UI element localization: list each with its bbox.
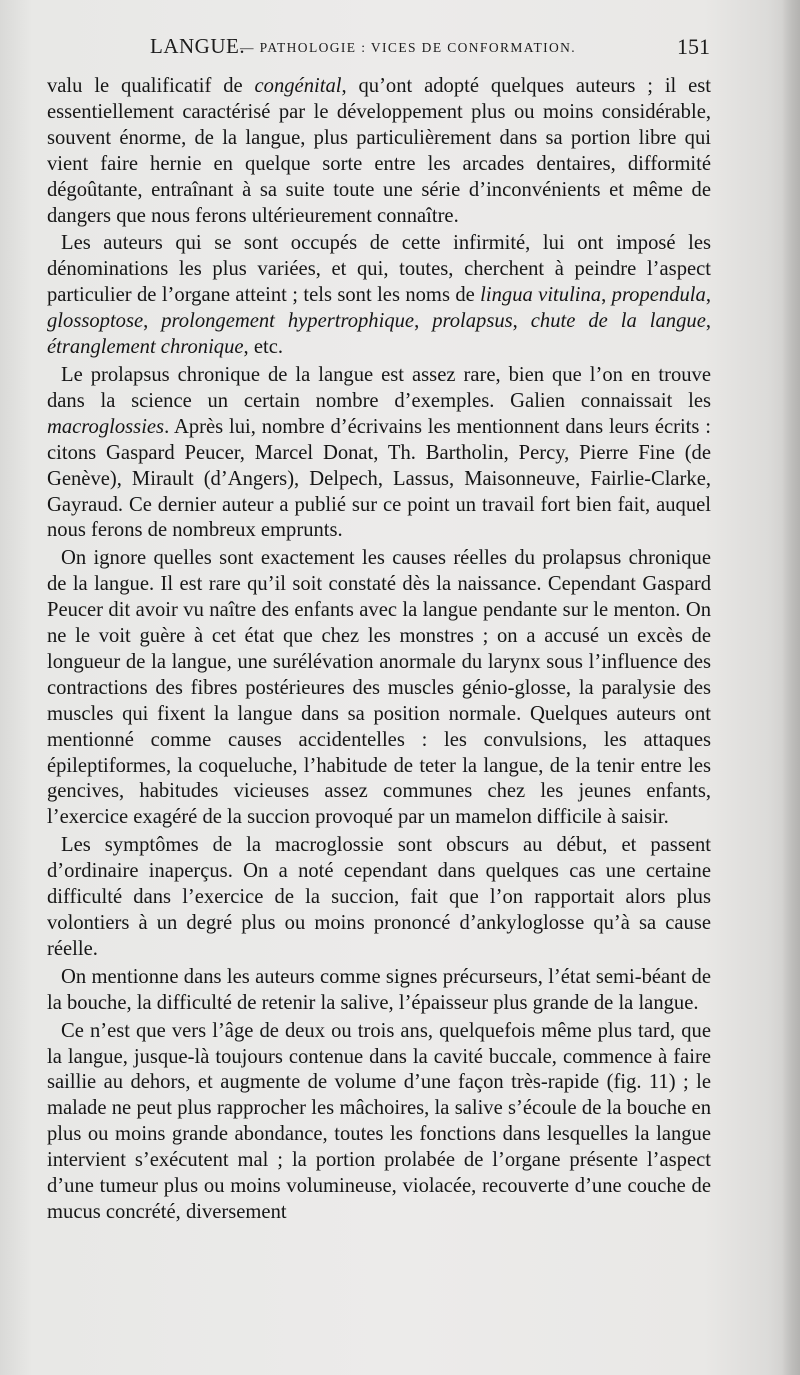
paragraph: On mentionne dans les auteurs comme signes précurseurs, l’état semi-béant de la bouche, la difficulté de retenir la salive, l’épaisseur plus grande de la langue. (47, 965, 711, 1014)
italic-term: propendula (611, 284, 706, 307)
paragraph: Les auteurs qui se sont occupés de cette infirmité, lui ont imposé les dénominations les plus variées, et qui, toutes, cherchent à peindre l’aspect particulier de l’organe atteint ; tels sont les noms de lingua vitulina, propendula, glossoptose, prolongement hypertrophique, prolapsus, chute de la langue, étranglement chronique, etc. (47, 232, 711, 359)
body-text (47, 74, 711, 1226)
header-section-title: LANGUE. (150, 34, 246, 58)
header-subtitle: — PATHOLOGIE : VICES DE CONFORMATION. (240, 40, 577, 55)
paragraph: Ce n’est que vers l’âge de deux ou trois ans, quelquefois même plus tard, que la langue, jusque-là toujours contenue dans la cavité buccale, commence à faire saillie au dehors, et augmente de volume d’une façon très-rapide (fig. 11) ; le malade ne peut plus rapprocher les mâchoires, la salive s’écoule de la bouche en plus ou moins grande abondance, toutes les fonctions dans lesquelles la langue intervient s’exécutent mal ; la portion prolabée de l’organe présente l’aspect d’une tumeur plus ou moins volumineuse, violacée, recouverte d’une couche de mucus concrété, diversement (47, 1019, 711, 1223)
italic-term: étranglement chronique (47, 336, 244, 359)
page-edge-shadow (782, 0, 800, 1375)
italic-term: prolongement hypertrophique (161, 310, 415, 333)
paragraph: valu le qualificatif de congénital, qu’ont adopté quelques auteurs ; il est essentiellement caractérisé par le développement plus ou moins considérable, souvent énorme, de la langue, plus particulièrement dans sa portion libre qui vient faire hernie en quelque sorte entre les arcades dentaires, difformité dégoûtante, entraînant à sa suite toute une série d’inconvénients et même de dangers que nous ferons ultérieurement connaître. (47, 75, 711, 227)
running-header (150, 34, 710, 64)
paragraph: On ignore quelles sont exactement les causes réelles du prolapsus chronique de la langue. Il est rare qu’il soit constaté dès la naissance. Cependant Gaspard Peucer dit avoir vu naître des enfants avec la langue pendante sur le menton. On ne le voit guère à cet état que chez les monstres ; on a accusé un excès de longueur de la langue, une surélévation anormale du larynx sous l’influence des contractions des fibres postérieures des muscles génio-glosse, la paralysie des muscles qui fixent la langue dans sa position normale. Quelques auteurs ont mentionné comme causes accidentelles : les convulsions, les attaques épileptiformes, la coqueluche, l’habitude de teter la langue, de la tenir entre les gencives, habitudes vicieuses assez communes chez les jeunes enfants, l’exercice exagéré de la succion provoqué par un mamelon difficile à saisir. (47, 547, 711, 829)
italic-term: congénital (254, 75, 342, 97)
italic-term: lingua vitulina (480, 284, 602, 307)
italic-term: glossoptose (47, 310, 144, 333)
paragraph: Les symptômes de la macroglossie sont obscurs au début, et passent d’ordinaire inaperçus. On a noté cependant dans quelques cas une certaine difficulté dans l’exercice de la succion, fait que l’on rapportait alors plus volontiers à un degré plus ou moins prononcé d’ankyloglosse qu’à sa cause réelle. (47, 834, 711, 960)
paragraph: Le prolapsus chronique de la langue est assez rare, bien que l’on en trouve dans la science un certain nombre d’exemples. Galien connaissait les macroglossies. Après lui, nombre d’écrivains les mentionnent dans leurs écrits : citons Gaspard Peucer, Marcel Donat, Th. Bartholin, Percy, Pierre Fine (de Genève), Mirault (d’Angers), Delpech, Lassus, Maisonneuve, Fairlie-Clarke, Gayraud. Ce dernier auteur a publié sur ce point un travail fort bien fait, auquel nous ferons de nombreux emprunts. (47, 363, 711, 542)
italic-term: prolapsus (432, 310, 513, 333)
italic-term: chute de la langue (530, 310, 706, 333)
italic-term: macroglossies (47, 415, 165, 438)
page-number: 151 (677, 34, 710, 59)
